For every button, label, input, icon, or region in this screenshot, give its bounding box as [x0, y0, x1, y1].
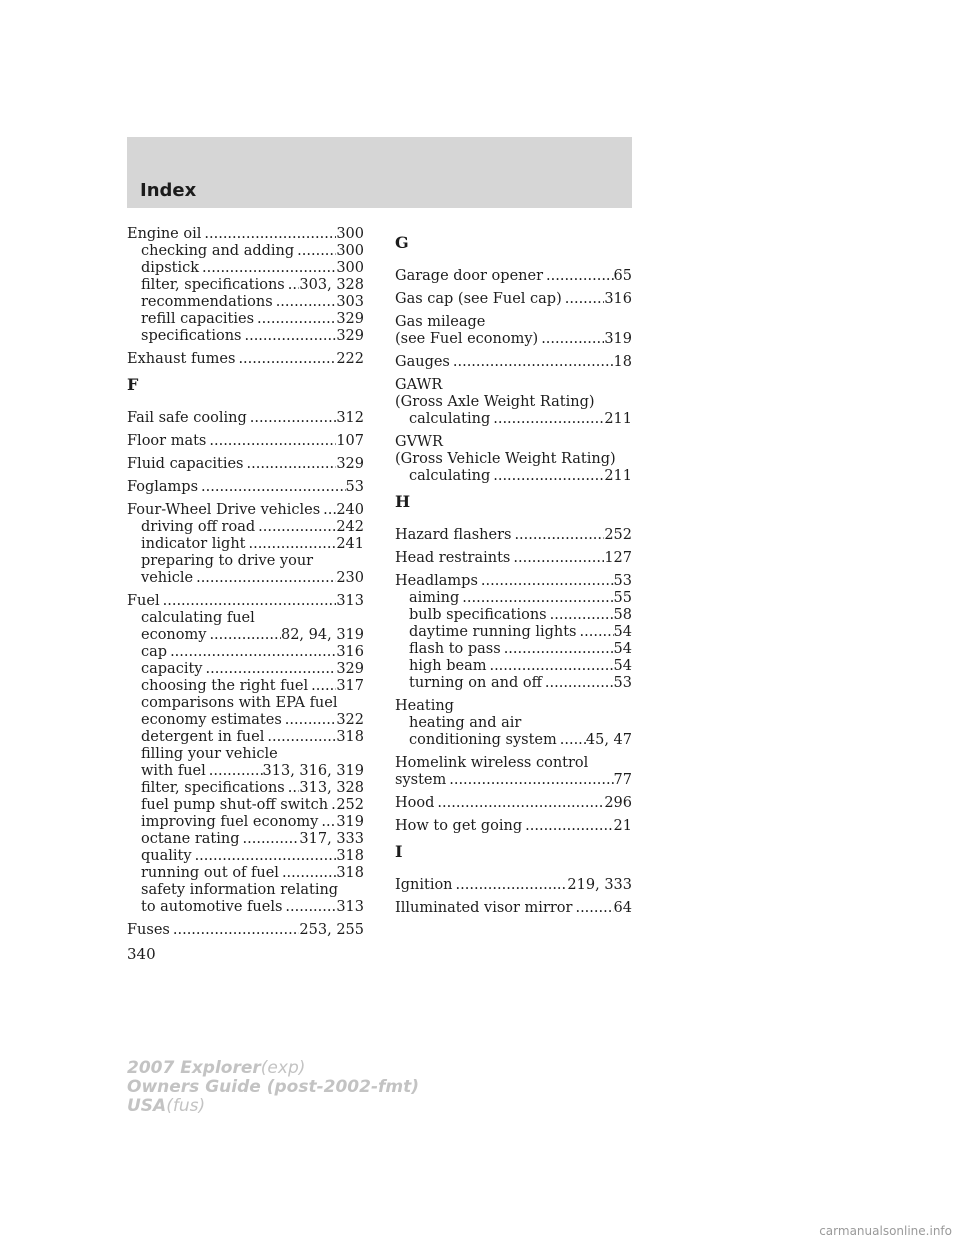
dot-leader — [575, 900, 613, 917]
dot-leader — [545, 675, 614, 692]
dot-leader — [514, 527, 604, 544]
index-main-entry — [395, 377, 632, 394]
footer-market: USA — [127, 1096, 167, 1116]
page-reference: 127 — [604, 550, 632, 566]
index-entry — [127, 922, 364, 939]
page-reference: 329 — [336, 661, 364, 677]
index-term: Garage door opener — [395, 268, 544, 284]
page-reference: 319 — [604, 331, 632, 347]
page-reference: 317 — [336, 678, 364, 694]
dot-leader — [541, 331, 604, 348]
index-term: Fail safe cooling — [127, 410, 247, 426]
page-number: 340 — [127, 945, 156, 963]
index-column-left — [127, 226, 364, 945]
index-subentry — [395, 590, 632, 607]
dot-leader — [462, 590, 613, 607]
dot-leader — [257, 311, 336, 328]
index-term: comparisons with EPA fuel — [141, 695, 338, 711]
index-term: Gas cap (see Fuel cap) — [395, 291, 562, 307]
dot-leader — [285, 712, 337, 729]
page-reference: 77 — [613, 772, 632, 788]
page-reference: 312 — [336, 410, 364, 426]
index-column-right — [395, 226, 632, 923]
index-subentry — [127, 243, 364, 260]
dot-leader — [449, 772, 613, 789]
index-term: Fluid capacities — [127, 456, 244, 472]
index-entry — [395, 877, 632, 894]
index-entry — [395, 527, 632, 544]
index-letter-heading: G — [395, 233, 409, 252]
index-entry — [395, 291, 632, 308]
index-term: Homelink wireless control — [395, 755, 589, 771]
index-main-entry — [395, 900, 632, 917]
page-reference: 107 — [336, 433, 364, 449]
index-entry — [395, 755, 632, 789]
dot-leader — [456, 877, 568, 894]
page-reference: 296 — [604, 795, 632, 811]
dot-leader — [297, 243, 336, 260]
index-term: quality — [141, 848, 192, 864]
index-entry — [395, 314, 632, 348]
index-term: turning on and off — [409, 675, 542, 691]
dot-leader — [209, 627, 281, 644]
dot-leader — [323, 502, 336, 519]
page-reference: 230 — [336, 570, 364, 586]
index-entry — [395, 268, 632, 285]
index-term: filter, specifications — [141, 780, 285, 796]
index-subentry — [127, 536, 364, 553]
page-reference: 241 — [336, 536, 364, 552]
page-reference: 329 — [336, 311, 364, 327]
dot-leader — [276, 294, 337, 311]
index-term: octane rating — [141, 831, 240, 847]
index-entry — [395, 354, 632, 371]
index-main-entry — [395, 268, 632, 285]
dot-leader — [163, 593, 337, 610]
dot-leader — [580, 624, 614, 641]
page-reference: 313 — [336, 899, 364, 915]
index-subentry — [127, 260, 364, 277]
index-term: dipstick — [141, 260, 200, 276]
page-reference: 21 — [613, 818, 632, 834]
index-term: vehicle — [141, 570, 194, 586]
index-subentry — [395, 607, 632, 624]
index-subentry — [127, 729, 364, 746]
index-entry — [395, 434, 632, 485]
index-term: driving off road — [141, 519, 256, 535]
index-subentry — [127, 797, 364, 814]
index-main-entry — [127, 479, 364, 496]
index-subentry — [127, 814, 364, 831]
index-term: calculating — [409, 411, 491, 427]
index-subentry — [127, 311, 364, 328]
index-main-entry — [127, 433, 364, 450]
index-subentry — [127, 763, 364, 780]
index-subentry — [395, 411, 632, 428]
index-term: Gas mileage — [395, 314, 486, 330]
page-reference: 45, 47 — [585, 732, 632, 748]
index-term: with fuel — [141, 763, 206, 779]
dot-leader — [250, 410, 337, 427]
index-subentry — [395, 658, 632, 675]
index-letter-heading: H — [395, 492, 411, 511]
index-entry — [127, 226, 364, 345]
dot-leader — [504, 641, 614, 658]
page-reference: 313 — [336, 593, 364, 609]
index-term: (Gross Axle Weight Rating) — [395, 394, 595, 410]
index-entry — [127, 433, 364, 450]
index-subentry — [127, 661, 364, 678]
page-reference: 53 — [345, 479, 364, 495]
index-term: Floor mats — [127, 433, 207, 449]
index-main-entry — [395, 314, 632, 331]
dot-leader — [513, 550, 604, 567]
page-reference: 18 — [613, 354, 632, 370]
index-term: How to get going — [395, 818, 523, 834]
index-subentry — [127, 712, 364, 729]
page-reference: 211 — [604, 468, 632, 484]
index-subentry — [127, 899, 364, 916]
dot-leader — [493, 468, 604, 485]
index-subentry — [127, 678, 364, 695]
index-main-entry — [127, 410, 364, 427]
index-term: refill capacities — [141, 311, 255, 327]
index-subentry — [395, 732, 632, 749]
index-term: calculating — [409, 468, 491, 484]
page-reference: 54 — [613, 641, 632, 657]
index-term: Fuel — [127, 593, 160, 609]
index-main-entry — [127, 922, 364, 939]
index-entry — [395, 900, 632, 917]
page-reference: 313, 328 — [299, 780, 364, 796]
index-term: GAWR — [395, 377, 443, 393]
dot-leader — [525, 818, 613, 835]
index-term: daytime running lights — [409, 624, 577, 640]
index-entry — [127, 410, 364, 427]
page-reference: 318 — [336, 865, 364, 881]
dot-leader — [288, 277, 300, 294]
dot-leader — [311, 678, 336, 695]
page-reference: 58 — [613, 607, 632, 623]
dot-leader — [196, 570, 336, 587]
index-term: bulb specifications — [409, 607, 547, 623]
dot-leader — [489, 658, 613, 675]
index-term: Engine oil — [127, 226, 202, 242]
header-band — [127, 137, 632, 208]
index-main-entry — [395, 451, 632, 468]
dot-leader — [195, 848, 337, 865]
page-reference: 252 — [604, 527, 632, 543]
index-term: Fuses — [127, 922, 170, 938]
dot-leader — [267, 729, 336, 746]
page-reference: 322 — [336, 712, 364, 728]
index-entry — [127, 351, 364, 368]
section-title: Index — [140, 180, 197, 201]
index-term: Hood — [395, 795, 435, 811]
index-term: Illuminated visor mirror — [395, 900, 573, 916]
index-term: preparing to drive your — [141, 553, 314, 569]
dot-leader — [282, 865, 336, 882]
page-reference: 329 — [336, 456, 364, 472]
dot-leader — [209, 433, 336, 450]
index-term: Heating — [395, 698, 454, 714]
dot-leader — [201, 479, 346, 496]
index-entry — [395, 573, 632, 692]
dot-leader — [243, 831, 300, 848]
page-reference: 252 — [336, 797, 364, 813]
index-subentry — [127, 570, 364, 587]
index-main-entry — [395, 331, 632, 348]
index-term: economy estimates — [141, 712, 282, 728]
dot-leader — [244, 328, 336, 345]
index-entry — [127, 593, 364, 916]
index-term: Gauges — [395, 354, 450, 370]
index-term: cap — [141, 644, 168, 660]
page-reference: 303 — [336, 294, 364, 310]
dot-leader — [550, 607, 614, 624]
index-term: high beam — [409, 658, 487, 674]
page-reference: 318 — [336, 848, 364, 864]
index-subentry — [127, 695, 364, 712]
index-subentry — [127, 627, 364, 644]
dot-leader — [493, 411, 604, 428]
index-main-entry — [395, 291, 632, 308]
index-subentry — [127, 746, 364, 763]
index-term: to automotive fuels — [141, 899, 283, 915]
index-letter-heading: I — [395, 842, 403, 861]
index-main-entry — [395, 354, 632, 371]
index-subentry — [127, 848, 364, 865]
dot-leader — [247, 456, 337, 473]
page-reference: 54 — [613, 658, 632, 674]
index-term: filling your vehicle — [141, 746, 278, 762]
footer-market-code: (fus) — [166, 1096, 206, 1116]
index-term: indicator light — [141, 536, 246, 552]
index-term: aiming — [409, 590, 460, 606]
index-term: running out of fuel — [141, 865, 279, 881]
index-term: (Gross Vehicle Weight Rating) — [395, 451, 616, 467]
index-term: (see Fuel economy) — [395, 331, 539, 347]
index-entry — [395, 698, 632, 749]
page-reference: 53 — [613, 573, 632, 589]
dot-leader — [481, 573, 614, 590]
index-main-entry — [395, 755, 632, 772]
index-subentry — [127, 831, 364, 848]
page-reference: 317, 333 — [299, 831, 364, 847]
index-term: checking and adding — [141, 243, 295, 259]
index-entry — [127, 479, 364, 496]
index-term: economy — [141, 627, 207, 643]
page-reference: 211 — [604, 411, 632, 427]
index-subentry — [127, 780, 364, 797]
index-term: capacity — [141, 661, 203, 677]
page-reference: 53 — [613, 675, 632, 691]
index-main-entry — [395, 772, 632, 789]
index-term: GVWR — [395, 434, 443, 450]
index-term: safety information relating — [141, 882, 339, 898]
index-term: Four-Wheel Drive vehicles — [127, 502, 321, 518]
index-main-entry — [127, 351, 364, 368]
dot-leader — [560, 732, 586, 749]
page-reference: 316 — [604, 291, 632, 307]
page-reference: 300 — [336, 243, 364, 259]
index-term: improving fuel economy — [141, 814, 319, 830]
page-reference: 253, 255 — [299, 922, 364, 938]
page-reference: 65 — [613, 268, 632, 284]
dot-leader — [453, 354, 614, 371]
page-reference: 64 — [613, 900, 632, 916]
index-term: recommendations — [141, 294, 273, 310]
index-term: conditioning system — [409, 732, 557, 748]
index-main-entry — [395, 818, 632, 835]
page-reference: 222 — [336, 351, 364, 367]
page-reference: 55 — [613, 590, 632, 606]
index-entry — [395, 377, 632, 428]
index-main-entry — [127, 226, 364, 243]
index-entry — [395, 550, 632, 567]
page-reference: 82, 94, 319 — [280, 627, 364, 643]
dot-leader — [170, 644, 336, 661]
index-term: detergent in fuel — [141, 729, 265, 745]
index-subentry — [127, 553, 364, 570]
index-letter-heading: F — [127, 375, 139, 394]
index-subentry — [395, 468, 632, 485]
index-subentry — [127, 882, 364, 899]
index-main-entry — [127, 456, 364, 473]
page-reference: 242 — [336, 519, 364, 535]
index-main-entry — [395, 877, 632, 894]
page-reference: 313, 316, 319 — [262, 763, 364, 779]
index-term: flash to pass — [409, 641, 501, 657]
index-main-entry — [395, 795, 632, 812]
dot-leader — [258, 519, 336, 536]
index-entry — [395, 795, 632, 812]
index-term: fuel pump shut-off switch — [141, 797, 329, 813]
page-reference: 300 — [336, 260, 364, 276]
dot-leader — [248, 536, 336, 553]
index-term: calculating fuel — [141, 610, 255, 626]
index-subentry — [127, 294, 364, 311]
index-subentry — [395, 675, 632, 692]
index-term: Foglamps — [127, 479, 199, 495]
index-subentry — [395, 624, 632, 641]
dot-leader — [209, 763, 263, 780]
page-reference: 318 — [336, 729, 364, 745]
index-term: system — [395, 772, 447, 788]
page-reference: 319 — [336, 814, 364, 830]
dot-leader — [565, 291, 605, 308]
footer-guide: Owners Guide (post-2002-fmt) — [127, 1077, 420, 1097]
dot-leader — [437, 795, 604, 812]
index-term: specifications — [141, 328, 242, 344]
index-subentry — [127, 519, 364, 536]
page-reference: 300 — [336, 226, 364, 242]
dot-leader — [202, 260, 336, 277]
index-entry — [127, 456, 364, 473]
index-subentry — [127, 328, 364, 345]
index-main-entry — [395, 434, 632, 451]
page-reference: 219, 333 — [567, 877, 632, 893]
index-subentry — [127, 610, 364, 627]
index-main-entry — [395, 573, 632, 590]
index-main-entry — [395, 698, 632, 715]
dot-leader — [173, 922, 300, 939]
page-reference: 316 — [336, 644, 364, 660]
index-main-entry — [127, 593, 364, 610]
index-entry — [127, 502, 364, 587]
index-subentry — [127, 644, 364, 661]
index-term: Head restraints — [395, 550, 511, 566]
index-entry — [395, 818, 632, 835]
footer-model: 2007 Explorer — [127, 1058, 261, 1078]
watermark-text: carmanualsonline.info — [819, 1224, 952, 1238]
document-footer — [127, 1059, 419, 1116]
page-reference: 303, 328 — [299, 277, 364, 293]
dot-leader — [285, 899, 336, 916]
dot-leader — [288, 780, 300, 797]
index-term: Headlamps — [395, 573, 478, 589]
index-term: Hazard flashers — [395, 527, 512, 543]
index-subentry — [127, 865, 364, 882]
index-term: filter, specifications — [141, 277, 285, 293]
dot-leader — [205, 661, 336, 678]
index-main-entry — [395, 527, 632, 544]
dot-leader — [238, 351, 336, 368]
page-reference: 329 — [336, 328, 364, 344]
page-reference: 54 — [613, 624, 632, 640]
dot-leader — [204, 226, 336, 243]
footer-model-code: (exp) — [260, 1058, 306, 1078]
index-term: heating and air — [409, 715, 522, 731]
dot-leader — [546, 268, 614, 285]
index-subentry — [395, 641, 632, 658]
index-term: Ignition — [395, 877, 453, 893]
index-term: choosing the right fuel — [141, 678, 309, 694]
index-main-entry — [395, 550, 632, 567]
page-reference: 240 — [336, 502, 364, 518]
dot-leader — [321, 814, 336, 831]
index-main-entry — [127, 502, 364, 519]
index-subentry — [127, 277, 364, 294]
index-main-entry — [395, 394, 632, 411]
index-subentry — [395, 715, 632, 732]
index-term: Exhaust fumes — [127, 351, 236, 367]
